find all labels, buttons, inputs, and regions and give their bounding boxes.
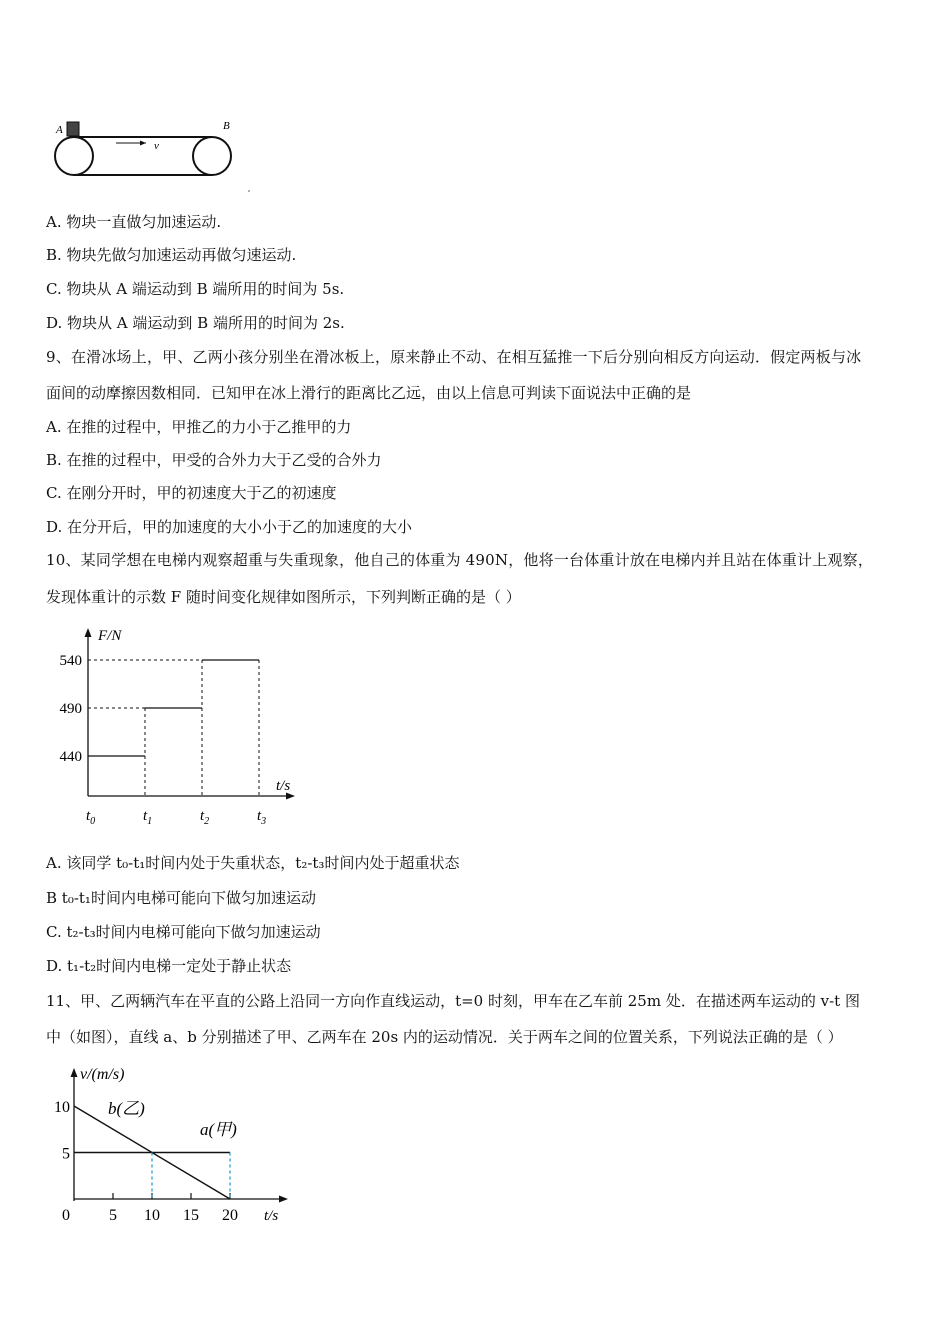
q9-option-a: A. 在推的过程中，甲推乙的力小于乙推甲的力 — [46, 418, 352, 436]
y-axis-arrow — [71, 1068, 78, 1077]
x-tick-label: 0 — [62, 1207, 70, 1224]
label-b: B — [223, 120, 230, 132]
q10-option-a: A. 该同学 t₀-t₁时间内处于失重状态，t₂-t₃时间内处于超重状态 — [46, 854, 460, 872]
y-tick-label: 540 — [59, 653, 82, 669]
x-tick-label: 15 — [183, 1207, 199, 1224]
x-tick-label: 20 — [222, 1207, 238, 1224]
right-pulley — [193, 137, 231, 175]
velocity-time-chart — [46, 1058, 306, 1233]
q10-option-d: D. t₁-t₂时间内电梯一定处于静止状态 — [46, 957, 292, 975]
x-axis-arrow — [279, 1196, 288, 1203]
conveyor-belt-figure — [48, 112, 258, 194]
q9-option-d: D. 在分开后，甲的加速度的大小小于乙的加速度的大小 — [46, 518, 413, 536]
q10-stem-line1: 10、某同学想在电梯内观察超重与失重现象，他自己的体重为 490N，他将一台体重计放在电梯内并且站在体重计上观察， — [46, 551, 874, 569]
q11-stem-line2: 中（如图），直线 a、b 分别描述了甲、乙两车在 20s 内的运动情况．关于两车之间的位置关系，下列说法正确的是（ ） — [46, 1028, 843, 1046]
q10-option-c: C. t₂-t₃时间内电梯可能向下做匀加速运动 — [46, 923, 321, 941]
q8-option-a: A. 物块一直做匀加速运动. — [46, 213, 222, 231]
q9-option-c: C. 在刚分开时，甲的初速度大于乙的初速度 — [46, 484, 337, 502]
q9-option-b: B. 在推的过程中，甲受的合外力大于乙受的合外力 — [46, 451, 382, 469]
velocity-label: v — [154, 140, 159, 152]
x-tick-label: 10 — [144, 1207, 160, 1224]
x-tick-label: $t_3$ — [257, 808, 267, 827]
y-axis-arrow — [85, 628, 92, 637]
y-tick-label: 5 — [62, 1145, 70, 1163]
q9-stem-line2: 面间的动摩擦因数相同．已知甲在冰上滑行的距离比乙远，由以上信息可判读下面说法中正确的是 — [46, 384, 692, 402]
y-tick-label: 10 — [54, 1099, 70, 1116]
force-time-chart — [46, 620, 306, 835]
dot — [248, 190, 250, 192]
x-tick-label: 5 — [109, 1207, 117, 1224]
q9-stem-line1: 9、在滑冰场上，甲、乙两小孩分别坐在滑冰板上，原来静止不动、在相互猛推一下后分别向相反方向运动．假定两板与冰 — [46, 348, 862, 366]
left-pulley — [55, 137, 93, 175]
q8-option-b: B. 物块先做匀加速运动再做匀速运动. — [46, 246, 297, 264]
x-axis-label: t/s — [264, 1208, 279, 1224]
block — [67, 122, 79, 136]
y-tick-label: 440 — [59, 749, 82, 765]
q10-stem-line2: 发现体重计的示数 F 随时间变化规律如图所示，下列判断正确的是（ ） — [46, 588, 521, 606]
y-axis-label: v/(m/s) — [80, 1066, 125, 1083]
y-axis-label: F/N — [98, 628, 122, 644]
y-tick-label: 490 — [59, 701, 82, 717]
x-tick-label: $t_1$ — [143, 808, 153, 827]
q10-option-b: B t₀-t₁时间内电梯可能向下做匀加速运动 — [46, 889, 316, 907]
x-tick-label: $t_0$ — [86, 808, 96, 827]
series-label-a: a(甲) — [200, 1120, 237, 1139]
q11-stem-line1: 11、甲、乙两辆汽车在平直的公路上沿同一方向作直线运动，t=0 时刻，甲车在乙车前 25m 处．在描述两车运动的 v-t 图 — [46, 992, 860, 1010]
q8-option-d: D. 物块从 A 端运动到 B 端所用的时间为 2s. — [46, 314, 345, 332]
arrow-head — [140, 141, 146, 146]
x-axis-label: t/s — [276, 778, 291, 794]
x-tick-label: $t_2$ — [200, 808, 210, 827]
q8-option-c: C. 物块从 A 端运动到 B 端所用的时间为 5s. — [46, 280, 345, 298]
label-a: A — [56, 124, 63, 136]
series-label-b: b(乙) — [108, 1099, 145, 1118]
